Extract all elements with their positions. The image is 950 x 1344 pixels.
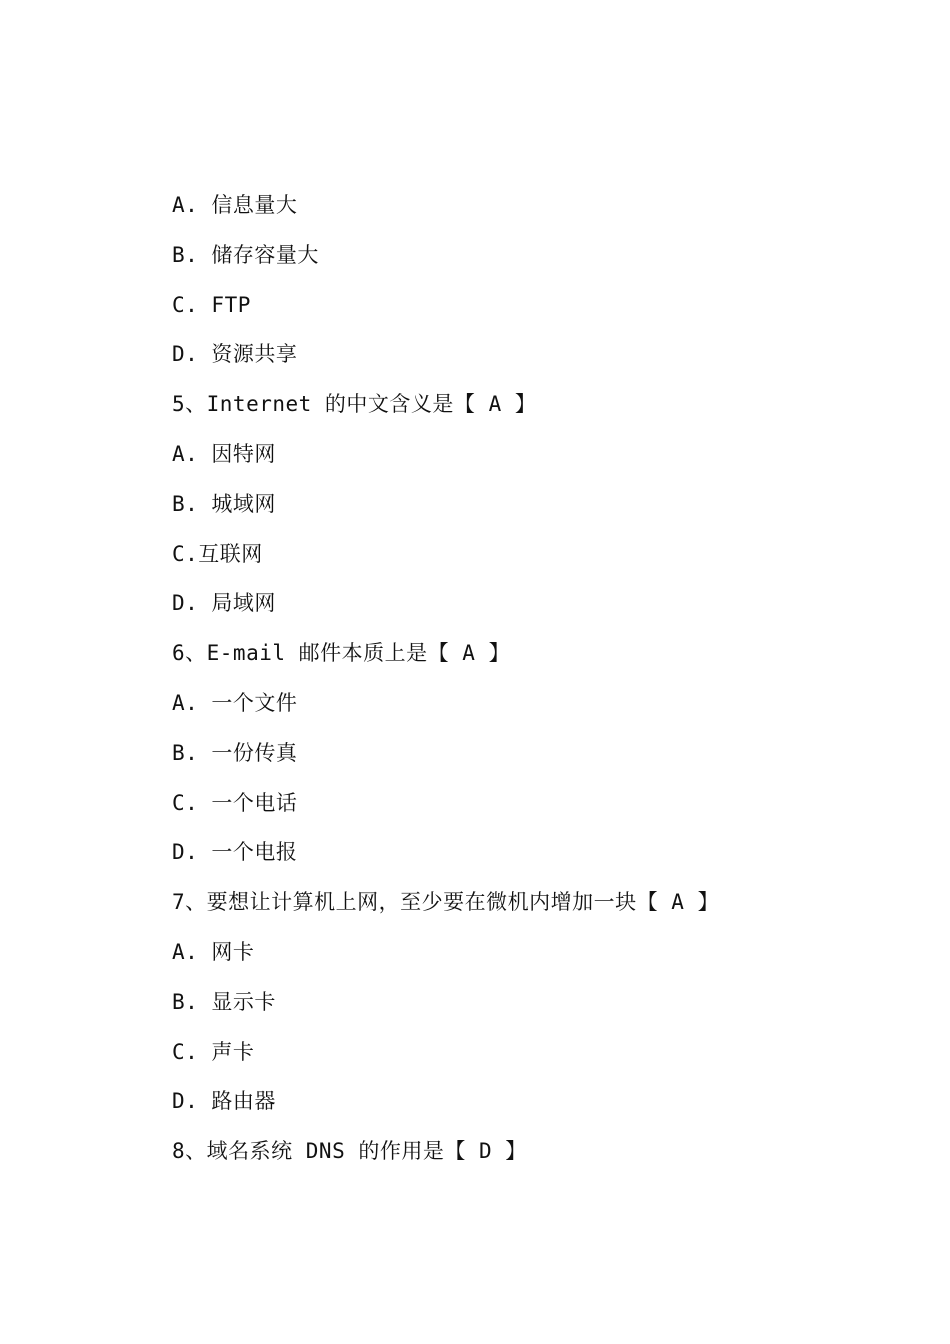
option-line: B. 显示卡 bbox=[172, 989, 276, 1014]
question-line: 6、E-mail 邮件本质上是【 A 】 bbox=[172, 641, 511, 666]
option-line: D. 资源共享 bbox=[172, 342, 298, 367]
option-line: C.互联网 bbox=[172, 541, 263, 566]
option-line: A. 网卡 bbox=[172, 939, 255, 964]
question-line: 8、域名系统 DNS 的作用是【 D 】 bbox=[172, 1139, 527, 1164]
option-line: D. 局域网 bbox=[172, 591, 276, 616]
option-line: D. 路由器 bbox=[172, 1089, 276, 1114]
option-line: A. 因特网 bbox=[172, 441, 276, 466]
option-line: D. 一个电报 bbox=[172, 840, 298, 865]
option-line: C. 声卡 bbox=[172, 1039, 255, 1064]
question-line: 5、Internet 的中文含义是【 A 】 bbox=[172, 392, 537, 417]
option-line: A. 一个文件 bbox=[172, 690, 298, 715]
option-line: B. 城域网 bbox=[172, 491, 276, 516]
question-list bbox=[172, 181, 872, 1177]
option-line: A. 信息量大 bbox=[172, 193, 298, 217]
option-line: B. 一份传真 bbox=[172, 740, 298, 765]
option-line: C. FTP bbox=[172, 292, 251, 317]
option-line: C. 一个电话 bbox=[172, 790, 298, 815]
question-line: 7、要想让计算机上网，至少要在微机内增加一块【 A 】 bbox=[172, 890, 720, 915]
option-line: B. 储存容量大 bbox=[172, 242, 319, 267]
